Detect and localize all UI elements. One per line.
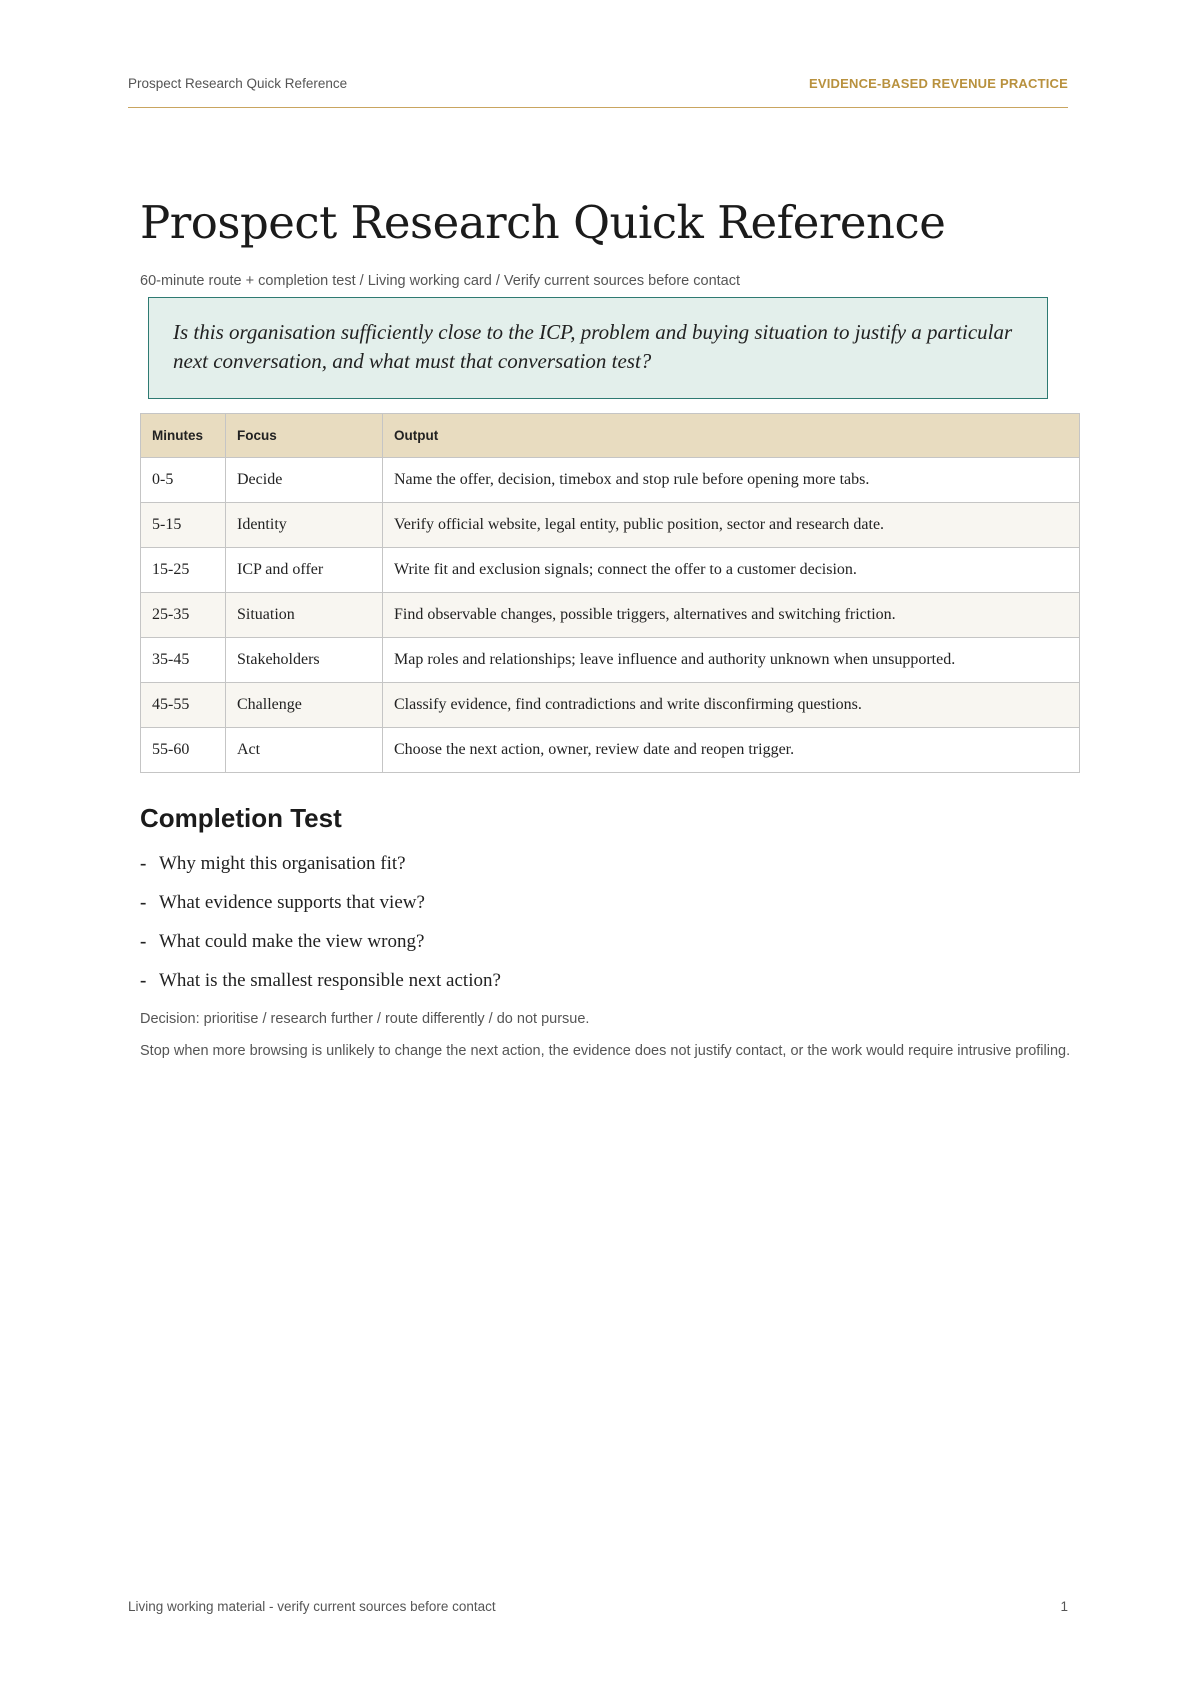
cell-focus: Decide: [226, 458, 383, 503]
list-item: [140, 883, 1080, 922]
cell-minutes: 25-35: [141, 593, 226, 638]
cell-output: Find observable changes, possible triggers, alternatives and switching friction.: [383, 593, 1080, 638]
list-item-text: What is the smallest responsible next action?: [159, 969, 501, 991]
cell-output: Choose the next action, owner, review date and reopen trigger.: [383, 728, 1080, 773]
list-item: [140, 961, 1080, 1000]
cell-minutes: 55-60: [141, 728, 226, 773]
running-footer: [128, 1599, 1068, 1614]
cell-focus: Stakeholders: [226, 638, 383, 683]
list-item: [140, 844, 1080, 883]
table-header-row: [141, 414, 1080, 458]
footer-note: Living working material - verify current sources before contact: [128, 1599, 496, 1614]
table-row: [141, 638, 1080, 683]
dash-bullet-icon: -: [140, 852, 147, 874]
column-header-focus: Focus: [226, 414, 383, 458]
stop-rule-note: Stop when more browsing is unlikely to change the next action, the evidence does not justify contact, or the work would require intrusive profiling.: [140, 1043, 1071, 1059]
cell-output: Write fit and exclusion signals; connect the offer to a customer decision.: [383, 548, 1080, 593]
cell-focus: Challenge: [226, 683, 383, 728]
column-header-minutes: Minutes: [141, 414, 226, 458]
cell-focus: Situation: [226, 593, 383, 638]
table-row: [141, 593, 1080, 638]
cell-minutes: 5-15: [141, 503, 226, 548]
dash-bullet-icon: -: [140, 930, 147, 952]
table-row: [141, 548, 1080, 593]
cell-minutes: 45-55: [141, 683, 226, 728]
header-brand: EVIDENCE-BASED REVENUE PRACTICE: [808, 76, 1068, 91]
cell-output: Verify official website, legal entity, public position, sector and research date.: [383, 503, 1080, 548]
header-doc-title: Prospect Research Quick Reference: [128, 76, 348, 91]
cell-output: Classify evidence, find contradictions and write disconfirming questions.: [383, 683, 1080, 728]
cell-output: Map roles and relationships; leave influence and authority unknown when unsupported.: [383, 638, 1080, 683]
list-item: [140, 922, 1080, 961]
list-item-text: Why might this organisation fit?: [159, 852, 406, 874]
decision-note: Decision: prioritise / research further / route differently / do not pursue.: [140, 1011, 590, 1027]
cell-minutes: 0-5: [141, 458, 226, 503]
key-question-callout: Is this organisation sufficiently close to the ICP, problem and buying situation to justify a particular next conversation, and what must that conversation test?: [148, 297, 1048, 399]
completion-test-heading: Completion Test: [140, 803, 342, 833]
cell-focus: Act: [226, 728, 383, 773]
list-item-text: What could make the view wrong?: [159, 930, 425, 952]
cell-minutes: 35-45: [141, 638, 226, 683]
table-row: [141, 728, 1080, 773]
running-header: [128, 76, 1068, 108]
cell-focus: ICP and offer: [226, 548, 383, 593]
table-row: [141, 458, 1080, 503]
page-title: Prospect Research Quick Reference: [140, 196, 946, 249]
column-header-output: Output: [383, 414, 1080, 458]
cell-output: Name the offer, decision, timebox and stop rule before opening more tabs.: [383, 458, 1080, 503]
dash-bullet-icon: -: [140, 969, 147, 991]
cell-minutes: 15-25: [141, 548, 226, 593]
research-route-table: [140, 413, 1080, 773]
table-row: [141, 683, 1080, 728]
page-subtitle: 60-minute route + completion test / Living working card / Verify current sources before contact: [140, 273, 741, 289]
dash-bullet-icon: -: [140, 891, 147, 913]
completion-test-list: [140, 844, 1080, 1000]
cell-focus: Identity: [226, 503, 383, 548]
list-item-text: What evidence supports that view?: [159, 891, 425, 913]
table-row: [141, 503, 1080, 548]
page-content: [140, 196, 1080, 1062]
page-number: 1: [1060, 1599, 1068, 1614]
